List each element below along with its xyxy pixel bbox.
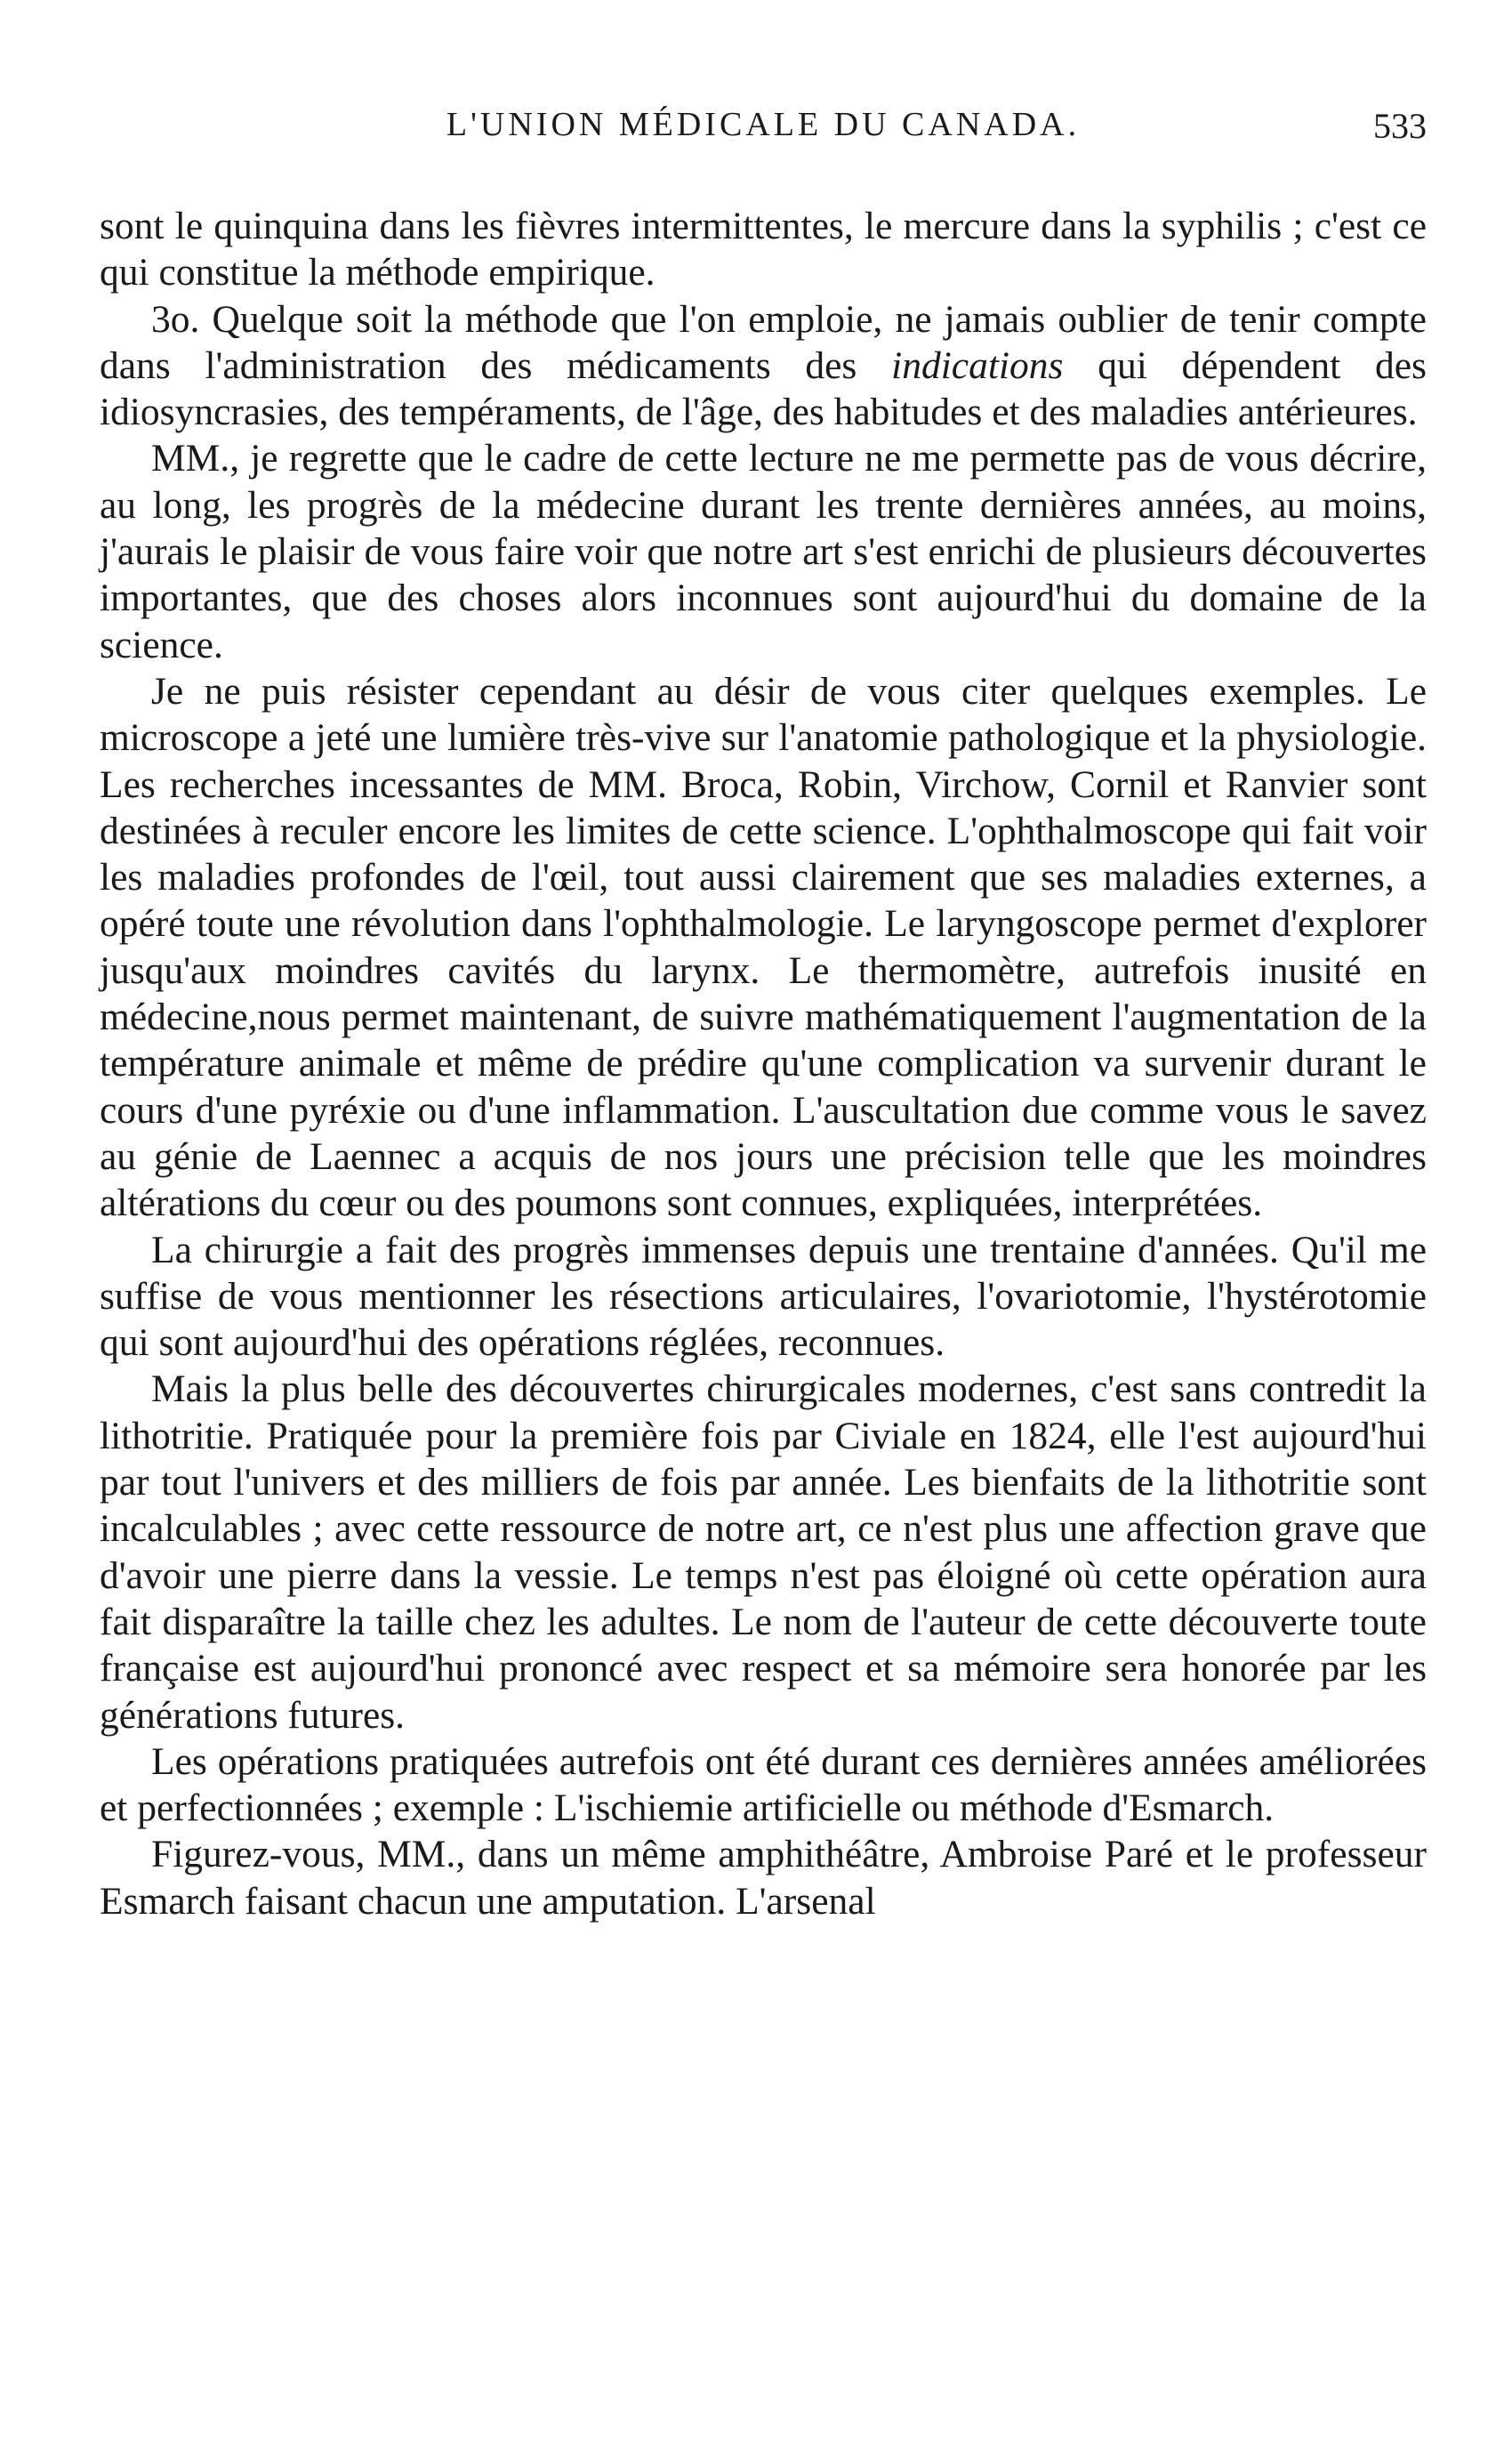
paragraph (100, 296, 1427, 436)
paragraph: Mais la plus belle des découvertes chirurgicales modernes, c'est sans contredit la lithotritie. Pratiquée pour la première fois par Civiale en 1824, elle l'est aujourd'hui par tout l'univers et des milliers de fois par année. Les bienfaits de la lithotritie sont incalculables ; avec cette ressource de notre art, ce n'est plus une affection grave que d'avoir une pierre dans la vessie. Le temps n'est pas éloigné où cette opération aura fait disparaître la taille chez les adultes. Le nom de l'auteur de cette découverte toute française est aujourd'hui prononcé avec respect et sa mémoire sera honorée par les générations futures. (100, 1367, 1427, 1737)
italic-term: indications (891, 343, 1064, 387)
paragraph: Figurez-vous, MM., dans un même amphithéâtre, Ambroise Paré et le professeur Esmarch faisant chacun une amputation. L'arsenal (100, 1833, 1427, 1923)
page-number: 533 (1373, 106, 1427, 146)
paragraph-text: qui dépendent des idiosyncrasies, des tempéraments, de l'âge, des habitudes et des maladies antérieures. (100, 343, 1427, 434)
paragraph: MM., je regrette que le cadre de cette lecture ne me permette pas de vous décrire, au long, les progrès de la médecine durant les trente dernières années, au moins, j'aurais le plaisir de vous faire voir que notre art s'est enrichi de plusieurs découvertes importantes, que des choses alors inconnues sont aujourd'hui du domaine de la science. (100, 437, 1427, 666)
body-text (100, 203, 1427, 1924)
paragraph: Les opérations pratiquées autrefois ont été durant ces dernières années améliorées et perfectionnées ; exemple : L'ischiemie artificielle ou méthode d'Esmarch. (100, 1739, 1427, 1830)
paragraph: La chirurgie a fait des progrès immenses depuis une trentaine d'années. Qu'il me suffise de vous mentionner les résections articulaires, l'ovariotomie, l'hystérotomie qui sont aujourd'hui des opérations réglées, reconnues. (100, 1228, 1427, 1365)
paragraph: sont le quinquina dans les fièvres intermittentes, le mercure dans la syphilis ; c'est ce qui constitue la méthode empirique. (100, 205, 1427, 294)
paragraph-text: 3o. Quelque soit la méthode que l'on emploie, ne jamais oublier de tenir compte dans l'administration des médicaments des (100, 297, 1427, 387)
page-header (100, 105, 1427, 158)
running-title: L'UNION MÉDICALE DU CANADA. (446, 106, 1081, 143)
paragraph: Je ne puis résister cependant au désir de vous citer quelques exemples. Le microscope a jeté une lumière très-vive sur l'anatomie pathologique et la physiologie. Les recherches incessantes de MM. Broca, Robin, Virchow, Cornil et Ranvier sont destinées à reculer encore les limites de cette science. L'ophthalmoscope qui fait voir les maladies profondes de l'œil, tout aussi clairement que ses maladies externes, a opéré toute une révolution dans l'ophthalmologie. Le laryngoscope permet d'explorer jusqu'aux moindres cavités du larynx. Le thermomètre, autrefois inusité en médecine,nous permet maintenant, de suivre mathématiquement l'augmentation de la température animale et même de prédire qu'une complication va survenir durant le cours d'une pyréxie ou d'une inflammation. L'auscultation due comme vous le savez au génie de Laennec a acquis de nos jours une précision telle que les moindres altérations du cœur ou des poumons sont connues, expliquées, interprétées. (100, 669, 1427, 1225)
